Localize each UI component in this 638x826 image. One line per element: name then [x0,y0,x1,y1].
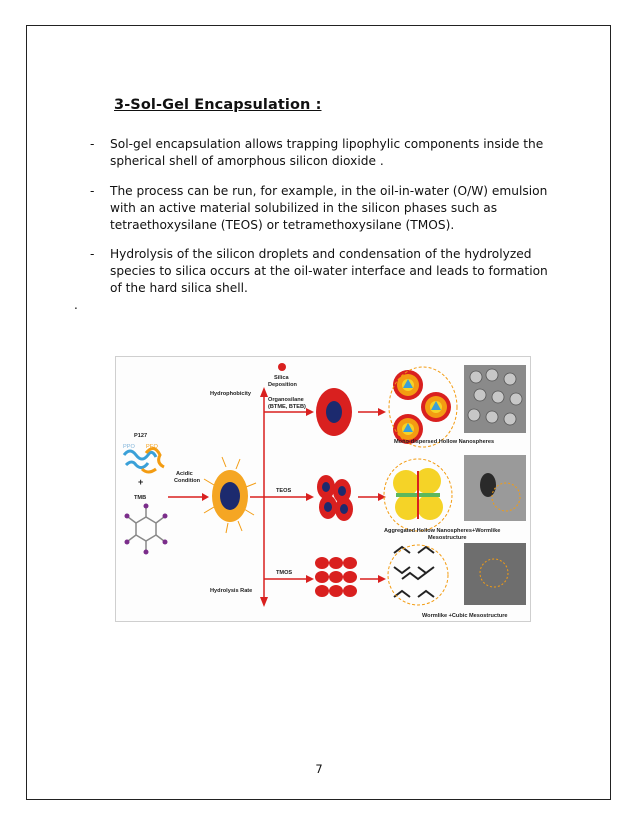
tem-image-3 [464,543,526,605]
stray-dot: . [74,298,78,312]
section-heading: 3-Sol-Gel Encapsulation : [114,97,322,113]
silica-particle-icon [316,388,352,436]
sol-gel-figure [115,356,531,622]
label-silica: Silica [274,375,289,381]
bullet-text: Hydrolysis of the silicon droplets and condensation of the hydrolyzed species to silica occurs at the oil-water interface and leads to formation of the hard silica shell. [110,247,548,295]
label-tmb: TMB [134,495,147,501]
bullet-marker: - [90,184,95,198]
label-organosilane-sub: (BTME, BTEB) [268,404,306,410]
micelle-icon [204,457,256,533]
caption-3: Wormlike +Cubic Mesostructure [422,613,508,619]
label-deposition: Deposition [268,382,297,388]
bullet-marker: - [90,247,95,261]
label-peo: PEO [146,444,158,450]
label-ppo: PPO [123,444,135,450]
silica-dot-icon [278,363,286,371]
label-plus: + [138,477,144,487]
label-hydrolysis-rate: Hydrolysis Rate [210,588,253,594]
figure-svg [116,357,531,622]
label-p127: P127 [134,433,148,439]
wormlike-structure-icon [394,547,434,597]
label-condition: Condition [174,478,201,484]
bullet-text: Sol-gel encapsulation allows trapping lipophylic components inside the spherical shell of amorphous silicon dioxide . [110,137,544,168]
aggregated-nanosphere-icon [393,468,443,520]
label-organosilane: Organosilane [268,397,304,403]
silica-aggregate-icon [317,475,353,521]
hollow-nanosphere-icon [393,370,451,444]
tmb-molecule-icon [128,507,164,551]
bullet-marker: - [90,137,95,151]
label-acidic: Acidic [176,471,193,477]
caption-2a: Aggregated Hollow Nanospheres+Wormlike [384,528,501,534]
label-teos: TEOS [276,488,292,494]
label-hydrophobicity: Hydrophobicity [210,391,252,397]
label-tmos: TMOS [276,570,293,576]
caption-1: Mono-dispersed Hollow Nanospheres [394,439,495,445]
silica-cluster-icon [315,557,357,597]
page-number: 7 [315,762,323,776]
caption-2b: Mesostructure [428,535,467,541]
bullet-text: The process can be run, for example, in the oil-in-water (O/W) emulsion with an active material solubilized in the silicon phases such as tetraethoxysilane (TEOS) or tetramethoxysilane (TMOS). [110,184,548,232]
p127-polymer-icon [124,448,164,472]
